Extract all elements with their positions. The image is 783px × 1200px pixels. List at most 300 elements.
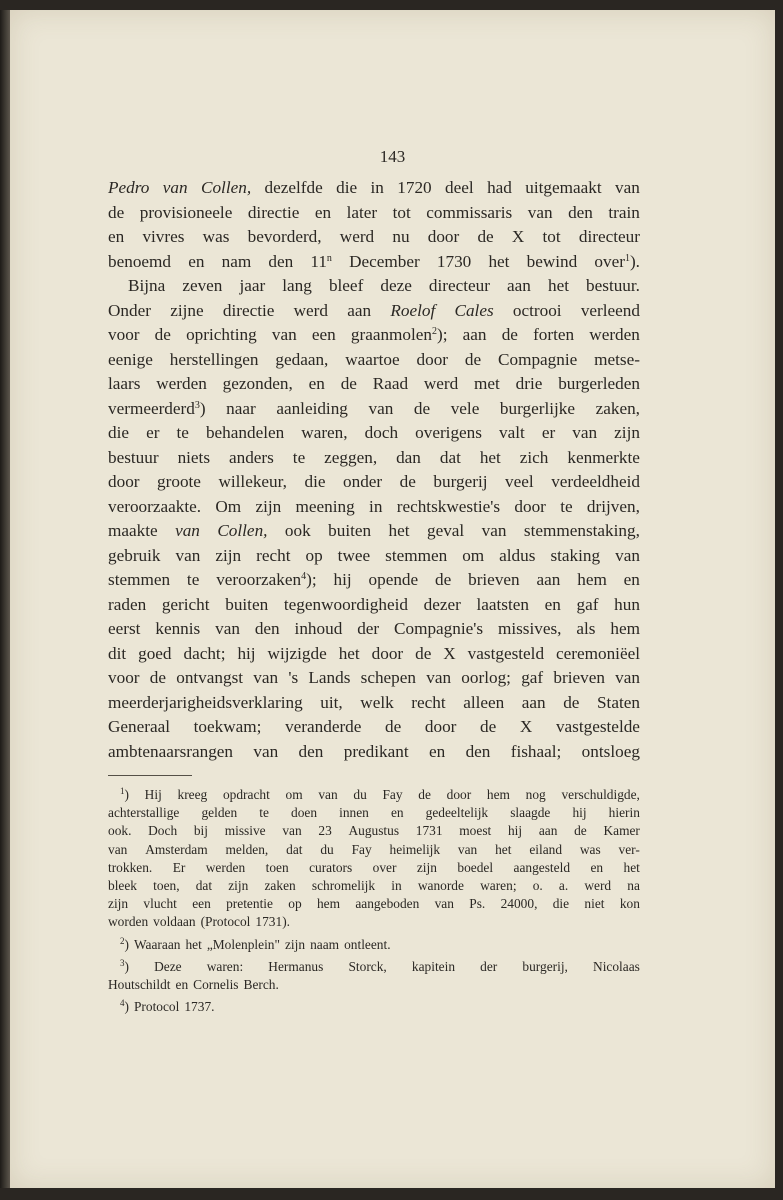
word: deze [380, 276, 412, 295]
word: heimelijk [389, 841, 441, 857]
word: de [480, 717, 497, 736]
word: zaken [264, 877, 296, 893]
word: Doch [148, 823, 178, 839]
word: veranderde [285, 717, 362, 736]
word: burgerij, [522, 958, 568, 974]
word: gebruik [108, 545, 161, 565]
text-line [108, 877, 640, 895]
word: toen, [153, 877, 180, 893]
text-line [108, 372, 640, 397]
word: buiten [328, 521, 372, 540]
word: hem [486, 787, 510, 802]
word: de [385, 717, 402, 736]
word: geval [426, 521, 465, 540]
word: Fay [351, 841, 372, 857]
word: door [108, 472, 140, 491]
word: het [547, 276, 569, 295]
word: graanmolen$^2$); [350, 325, 448, 344]
word: vele [450, 398, 480, 418]
word: door [514, 496, 546, 516]
word: uitgemaakt [525, 178, 602, 197]
word: X [443, 643, 456, 663]
text-line [108, 859, 640, 877]
word: door [427, 227, 460, 246]
word: December [349, 251, 420, 271]
word: vermeerderd$^3$) [108, 398, 206, 418]
word: veroorzaken$^4$); [216, 570, 317, 589]
word: $^1$) [120, 786, 129, 802]
text-line [108, 998, 640, 1016]
word: wijzigde [267, 643, 327, 663]
word: oprichting [186, 325, 257, 344]
word: Berch. [243, 976, 279, 992]
text-line [108, 348, 640, 373]
word: Storck, [348, 958, 387, 974]
word: aan [347, 300, 372, 320]
word: hij [333, 570, 352, 589]
text-line [108, 642, 640, 667]
word: raden [108, 594, 147, 614]
footnote [108, 786, 640, 932]
word: Compagnie's [394, 619, 484, 638]
word: hij [237, 643, 256, 663]
word: ook. [108, 823, 132, 839]
word: van [615, 545, 640, 565]
word: te [186, 570, 200, 589]
word: Hermanus [268, 958, 324, 974]
word: bestuur. [586, 276, 640, 295]
word: en [590, 859, 604, 875]
word: a. [558, 877, 569, 893]
word: hij [507, 823, 523, 839]
word: nu [392, 227, 410, 246]
word: slaagde [510, 805, 551, 821]
word: kon [619, 896, 640, 912]
word: den [298, 741, 324, 761]
word: van [527, 202, 553, 222]
word: boedel [457, 859, 494, 875]
word: niet [584, 896, 605, 912]
word: hij [572, 805, 587, 821]
text-line [108, 593, 640, 618]
word: van [253, 741, 279, 761]
word: van [318, 787, 338, 802]
word: opdracht [222, 787, 270, 802]
word: dit [108, 643, 127, 663]
text-line [108, 976, 640, 994]
text-line [108, 421, 640, 446]
word: de [415, 643, 432, 663]
word: gaf [576, 594, 599, 614]
word: tot [392, 202, 411, 222]
text-line [108, 299, 640, 324]
footnote-ref: 3 [120, 957, 125, 968]
word: hem [316, 896, 341, 912]
word: twee [337, 545, 371, 565]
word: bleek [108, 877, 137, 893]
footnote-ref: n [326, 252, 332, 264]
word: van [426, 668, 452, 687]
word: verdeeldheid [551, 472, 640, 491]
word: het [388, 521, 410, 540]
word: forten [533, 325, 575, 344]
word: ontvangst [176, 668, 244, 687]
word: te [176, 423, 189, 442]
word: dat [195, 877, 213, 893]
word: (Protocol [200, 914, 251, 930]
word: burgerleden [558, 374, 640, 393]
word: voldaan [153, 914, 196, 930]
word: Compagnie [498, 349, 578, 369]
word: van [108, 841, 128, 857]
word: en [623, 570, 640, 589]
word: en [108, 227, 125, 246]
book-spine-edge [0, 10, 10, 1188]
word: du [353, 787, 367, 802]
word: predikant [343, 741, 409, 761]
text-line [108, 666, 640, 691]
word: was [579, 841, 601, 857]
word: commissaris [426, 202, 513, 222]
footnote-ref: 1 [120, 786, 125, 796]
word: van [434, 896, 454, 912]
word: 23 [318, 823, 332, 839]
word: aldus [499, 545, 536, 565]
word: staking [550, 545, 601, 565]
word: door [424, 717, 457, 736]
word: Bijna [128, 276, 166, 295]
word: Roelof [390, 300, 436, 320]
word: schepen [360, 668, 416, 687]
word: het [623, 859, 640, 875]
footnote-ref: 3 [194, 399, 200, 411]
word: werd [584, 877, 612, 893]
word: van [481, 521, 507, 540]
word: aan [507, 276, 531, 295]
word: werden [589, 325, 640, 344]
word: de [501, 325, 518, 344]
word: de [108, 202, 125, 222]
word: benoemd [108, 251, 172, 271]
word: metse- [594, 349, 640, 369]
text-line [108, 250, 640, 275]
word: brieven [468, 570, 520, 589]
word: hierin [608, 805, 640, 821]
word: niets [177, 447, 211, 467]
word: 1731 [415, 823, 443, 839]
word: directie [247, 202, 300, 222]
word: Protocol [133, 999, 180, 1015]
word: en [390, 805, 404, 821]
word: op [288, 896, 302, 912]
word: de [435, 570, 452, 589]
word: werden [156, 374, 207, 393]
word: naar [226, 398, 256, 418]
text-line [108, 958, 640, 976]
word: de [399, 472, 416, 491]
word: voor [108, 325, 140, 344]
word: het [338, 643, 360, 663]
word: $^3$) [120, 957, 129, 974]
word: Deze [154, 958, 182, 974]
word: te [259, 805, 269, 821]
word: aan [462, 325, 487, 344]
word: Fay [382, 787, 403, 802]
word: ontleent. [344, 936, 391, 952]
word: Houtschildt [108, 976, 171, 992]
word: schromelijk [311, 877, 376, 893]
word: jaar [239, 276, 266, 295]
word: te [292, 447, 306, 467]
word: van [175, 521, 200, 540]
word: met [474, 374, 500, 393]
word: aan [521, 692, 546, 712]
word: door [416, 349, 449, 369]
word: tot [542, 227, 561, 246]
word: Om [215, 496, 242, 516]
word: burgerlijke [499, 398, 576, 418]
text-line [108, 740, 640, 765]
word: 24000, [500, 896, 538, 912]
word: vivres [142, 227, 185, 246]
word: tegenwoordigheid [283, 594, 408, 614]
word: werd [293, 300, 328, 320]
word: om [285, 787, 303, 802]
footnote [108, 958, 640, 994]
text-line [108, 617, 640, 642]
word: hun [614, 594, 640, 614]
word: Cales [454, 300, 494, 320]
text-line [108, 274, 640, 299]
word: kenmerkte [567, 447, 640, 467]
word: Staten [597, 692, 640, 712]
word: uit, [320, 692, 343, 712]
word: directie [222, 300, 275, 320]
word: X [519, 717, 533, 736]
word: die [336, 178, 358, 197]
word: de [154, 325, 171, 344]
word: zijn [284, 936, 306, 952]
word: groote [157, 472, 201, 491]
word: dezer [423, 594, 461, 614]
word: aangesteld [513, 859, 571, 875]
word: laars [108, 374, 141, 393]
word: door [371, 643, 404, 663]
word: die [108, 423, 129, 442]
word: vastgesteld [467, 643, 545, 663]
word: den [254, 619, 280, 638]
word: werden [205, 859, 246, 875]
word: behandelen [205, 423, 285, 442]
footnote [108, 936, 640, 954]
word: bevorderd, [247, 227, 322, 246]
text-line [108, 446, 640, 471]
word: den [268, 251, 294, 271]
word: willekeur, [218, 472, 287, 491]
page-number: 143 [379, 147, 406, 166]
text-line [108, 470, 640, 495]
word: der [480, 958, 498, 974]
word: gedeeltelijk [425, 805, 489, 821]
word: ontsloeg [581, 741, 640, 761]
word: Collen, [200, 178, 252, 197]
text-line [108, 715, 640, 740]
text-line [108, 323, 640, 348]
word: 1737. [184, 999, 215, 1015]
text-line [108, 519, 640, 544]
word: buiten [225, 594, 269, 614]
word: oorlog; [461, 668, 511, 687]
word: Lands [308, 668, 351, 687]
text-line [108, 495, 640, 520]
word: van [175, 545, 201, 565]
word: octrooi [512, 300, 562, 320]
footnote-separator [108, 775, 192, 776]
footnotes [108, 786, 640, 1016]
text-line [108, 225, 640, 250]
word: Cornelis [193, 976, 239, 992]
word: had [487, 178, 512, 197]
word: in [369, 496, 383, 516]
word: zijn [614, 423, 640, 442]
word: stemmenstaking, [523, 521, 640, 540]
word: het [488, 251, 510, 271]
word: $^2$) [120, 935, 129, 952]
word: den [568, 202, 593, 222]
word: het [479, 447, 501, 467]
word: wanorde [417, 877, 464, 893]
word: o. [532, 877, 543, 893]
word: laatsten [476, 594, 529, 614]
word: hem [577, 570, 607, 589]
word: nog [525, 787, 546, 802]
word: verschuldigde, [561, 787, 640, 802]
word: aan [538, 823, 558, 839]
word: waren, [301, 423, 348, 442]
word: aangeboden [355, 896, 420, 912]
word: werd [423, 374, 459, 393]
word: Kamer [603, 823, 640, 839]
word: verleend [580, 300, 640, 320]
word: zich [519, 447, 549, 467]
word: Waaraan [133, 936, 181, 952]
word: aan [536, 570, 561, 589]
word: ceremoniëel [556, 643, 640, 663]
word: er [541, 423, 556, 442]
word: toekwam; [193, 717, 262, 736]
word: waren; [480, 877, 517, 893]
word: dezelfde [264, 178, 323, 197]
word: over [372, 859, 397, 875]
word: alleen [463, 692, 505, 712]
word: dan [396, 447, 421, 467]
word: een [311, 325, 336, 344]
text-line [108, 913, 640, 931]
word: in [370, 178, 384, 197]
text-line [108, 568, 640, 593]
text-line [108, 544, 640, 569]
word: van [282, 823, 302, 839]
word: kapitein [411, 958, 456, 974]
word: goed [138, 643, 172, 663]
word: achterstallige [108, 805, 180, 821]
word: er [146, 423, 160, 442]
word: gedaan, [275, 349, 329, 369]
text-line [108, 786, 640, 804]
word: en [428, 741, 446, 761]
word: stemmen [385, 545, 448, 565]
text-line [108, 691, 640, 716]
text-line [108, 804, 640, 822]
text-line [108, 201, 640, 226]
word: de [149, 668, 166, 687]
word: gaf [521, 668, 544, 687]
word: zijn [228, 877, 249, 893]
word: die [552, 896, 570, 912]
word: vlucht [143, 896, 177, 912]
word: na [627, 877, 640, 893]
word: doen [291, 805, 318, 821]
word: pretentie [226, 896, 273, 912]
word: om [462, 545, 485, 565]
footnote [108, 998, 640, 1016]
word: voor [108, 668, 140, 687]
text-line [108, 936, 640, 954]
word: en [544, 594, 561, 614]
footnote-ref: 2 [120, 935, 125, 946]
word: onder [343, 472, 383, 491]
word: Augustus [348, 823, 400, 839]
word: het [495, 841, 512, 857]
word: rechtskwestie's [396, 496, 501, 516]
word: de [413, 398, 431, 418]
word: dat [439, 447, 461, 467]
word: door [446, 787, 472, 802]
word: Raad [372, 374, 409, 393]
word: bestuur [108, 447, 159, 467]
word: 1730 [436, 251, 472, 271]
word: eiland [529, 841, 563, 857]
word: zijn [416, 859, 437, 875]
word: Er [172, 859, 186, 875]
word: „Molenplein" [206, 936, 280, 952]
word: drie [515, 374, 543, 393]
word: 1720 [397, 178, 432, 197]
word: nam [221, 251, 252, 271]
word: die [304, 472, 326, 491]
word: maakte [108, 521, 158, 540]
word: missives, [497, 619, 562, 638]
word: worden [108, 914, 149, 930]
word: veroorzaakte. [108, 496, 202, 516]
word: Collen, [217, 521, 268, 540]
word: melden, [225, 841, 269, 857]
word: naam [310, 936, 340, 952]
word: gelden [201, 805, 238, 821]
word: de [563, 692, 580, 712]
word: zijn [255, 496, 282, 516]
word: eerst [108, 619, 141, 638]
word: bij [193, 823, 208, 839]
word: gezonden, [222, 374, 293, 393]
word: Amsterdam [145, 841, 208, 857]
word: dacht; [183, 643, 226, 663]
word: anders [228, 447, 274, 467]
word: 1731). [255, 914, 290, 930]
word: burgerij [433, 472, 488, 491]
word: als [576, 619, 596, 638]
word: Onder [108, 300, 151, 320]
